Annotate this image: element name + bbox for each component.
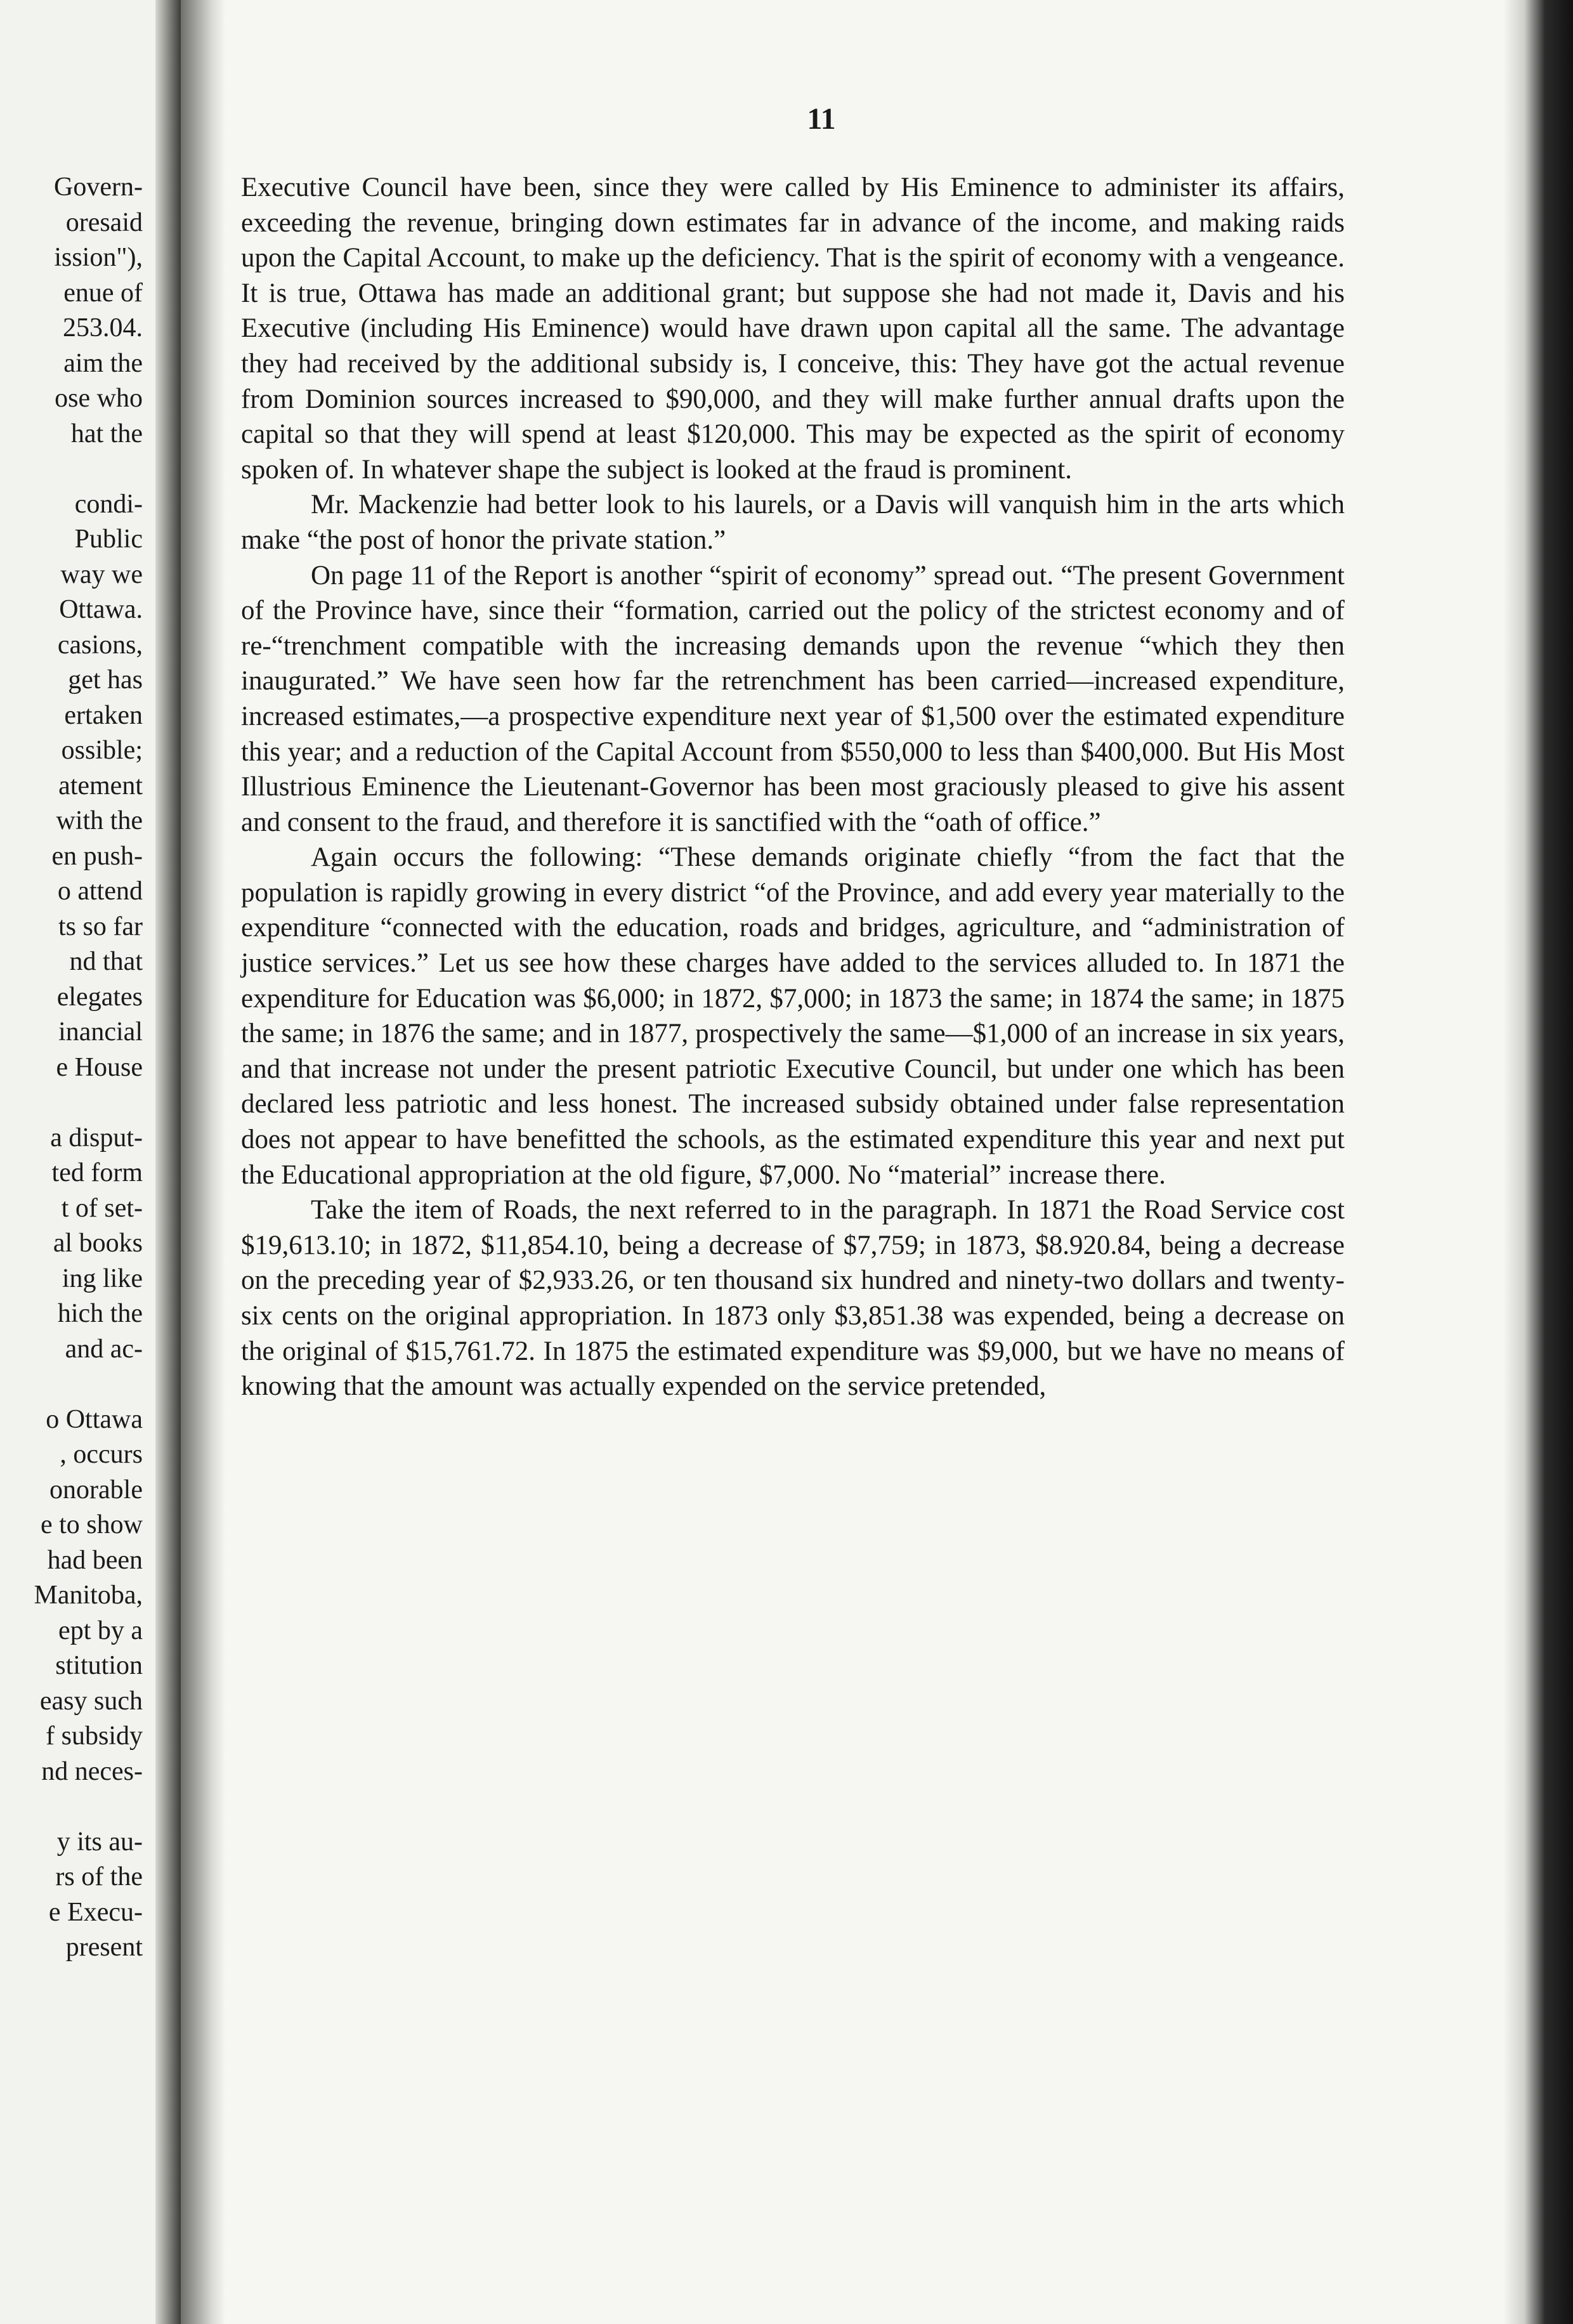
left-page-line: ted form <box>51 1158 143 1187</box>
left-page-line: ts so far <box>58 911 143 941</box>
left-page-line: ission"), <box>54 243 143 272</box>
left-page-line: e to show <box>41 1510 143 1539</box>
left-page-line: o Ottawa <box>46 1404 143 1434</box>
left-page-line: f subsidy <box>46 1721 143 1751</box>
left-page-line: ossible; <box>61 736 143 765</box>
left-page-line: Govern- <box>54 173 143 202</box>
left-page-line: oresaid <box>65 207 143 237</box>
left-page-line: e House <box>56 1052 143 1082</box>
paragraph: Again occurs the following: “These demands originate chiefly “from the fact that the population is rapidly growing in every district “of the Province, and add every year materially to the expenditure “connected with the education, roads and bridges, agriculture, and “administration of justice services.” Let us see how these charges have added to the services alluded to. In 1871 the expenditure for Education was $6,000; in 1872, $7,000; in 1873 the same; in 1874 the same; in 1875 the same; in 1876 the same; and in 1877, prospectively the same—$1,000 of an increase in six years, and that increase not under the present patriotic Executive Council, but under one which has been declared less patriotic and less honest. The increased subsidy obtained under false representation does not appear to have benefitted the schools, as the estimated expenditure this year and next put the Educational appropriation at the old figure, $7,000. No “material” increase there. <box>241 842 1345 1190</box>
left-page-line: ose who <box>55 384 143 413</box>
left-page-line: easy such <box>39 1686 143 1716</box>
left-page-line: with the <box>56 806 143 835</box>
left-page-line: al books <box>53 1229 143 1258</box>
left-page-line: ertaken <box>64 700 143 730</box>
book-gutter <box>155 0 181 2324</box>
left-page-gap <box>34 1789 143 1825</box>
left-page-line: aim the <box>63 348 143 378</box>
paragraph: On page 11 of the Report is another “spirit of economy” spread out. “The present Government of the Province have, since their “formation, carried out the policy of the strictest economy and of re-“trenchment compatible with the increasing demands upon the revenue “which they then inaugurated.” We have seen how far the retrenchment has been carried—increased expenditure, increased estimates,—a prospective expenditure next year of $1,500 over the estimated expenditure this year; and a reduction of the Capital Account from $550,000 to less than $400,000. But His Most Illustrious Eminence the Lieutenant-Governor has been most graciously pleased to give his assent and consent to the fraud, and therefore it is sanctified with the “oath of office.” <box>241 560 1345 837</box>
left-page-line: enue of <box>63 278 143 308</box>
left-page-line: stitution <box>55 1651 143 1680</box>
left-page-line: nd neces- <box>41 1756 143 1786</box>
paragraph: Executive Council have been, since they were called by His Eminence to administer its affairs, exceeding the revenue, bringing down estimates far in advance of the income, and making raids upon the Capital Account, to make up the deficiency. That is the spirit of economy with a vengeance. It is true, Ottawa has made an additional grant; but suppose she had not made it, Davis and his Executive (including His Eminence) would have drawn upon capital all the same. The advantage they had received by the additional subsidy is, I conceive, this: They have got the actual revenue from Dominion sources increased to $90,000, and they will make further annual drafts upon the capital so that they will spend at least $120,000. This may be expected as the spirit of economy spoken of. In whatever shape the subject is looked at the fraud is prominent. <box>241 173 1345 485</box>
left-page-gap <box>34 1367 143 1402</box>
left-page-line: o attend <box>57 877 143 906</box>
left-page-gap <box>34 1085 143 1121</box>
left-page-line: onorable <box>49 1475 143 1505</box>
left-page-line: Public <box>74 525 143 554</box>
gutter-shadow <box>181 0 225 2324</box>
left-page-line: ept by a <box>58 1616 143 1645</box>
paragraph: Take the item of Roads, the next referred to in the paragraph. In 1871 the Road Service cost $19,613.10; in 1872, $11,854.10, being a decrease of $7,759; in 1873, $8.920.84, being a decrease on the preceding year of $2,933.26, or ten thousand six hundred and ninety-two dollars and twenty-six cents on the original appropriation. In 1873 only $3,851.38 was expended, being a decrease on the original of $15,761.72. In 1875 the estimated expenditure was $9,000, but we have no means of knowing that the amount was actually expended on the service pretended, <box>241 1195 1345 1402</box>
left-page-line: en push- <box>51 841 143 871</box>
left-page-line: ing like <box>62 1263 143 1293</box>
left-page-line: condi- <box>74 489 143 519</box>
page-edge <box>1503 0 1573 2324</box>
left-page-line: e Execu- <box>48 1897 143 1927</box>
left-page-line: way we <box>60 559 143 589</box>
left-page-line: Ottawa. <box>59 595 143 624</box>
left-page-line: Manitoba, <box>34 1581 143 1610</box>
left-page-line: t of set- <box>61 1193 143 1223</box>
left-page-text <box>34 170 143 1966</box>
left-page-line: , occurs <box>60 1440 143 1469</box>
left-page-line: 253.04. <box>63 313 143 343</box>
left-page-line: had been <box>47 1545 143 1575</box>
left-page-line: casions, <box>57 630 143 660</box>
left-page-line: inancial <box>58 1017 143 1047</box>
right-page <box>181 0 1573 2324</box>
left-page-line: a disput- <box>50 1123 143 1152</box>
left-page-line: y its au- <box>56 1827 143 1857</box>
left-page-gap <box>34 452 143 487</box>
left-page-line: elegates <box>56 982 143 1012</box>
left-page-line: hat the <box>70 419 143 448</box>
body-text <box>241 170 1345 1404</box>
page-number: 11 <box>807 102 836 136</box>
left-page-fragment <box>0 0 181 2324</box>
left-page-line: atement <box>58 771 143 800</box>
left-page-line: present <box>65 1933 143 1962</box>
left-page-line: hich the <box>57 1299 143 1328</box>
left-page-line: and ac- <box>65 1334 143 1364</box>
left-page-line: get has <box>68 665 143 695</box>
left-page-line: nd that <box>69 947 143 976</box>
paragraph: Mr. Mackenzie had better look to his laurels, or a Davis will vanquish him in the arts which make “the post of honor the private station.” <box>241 490 1345 555</box>
left-page-line: rs of the <box>55 1862 143 1891</box>
